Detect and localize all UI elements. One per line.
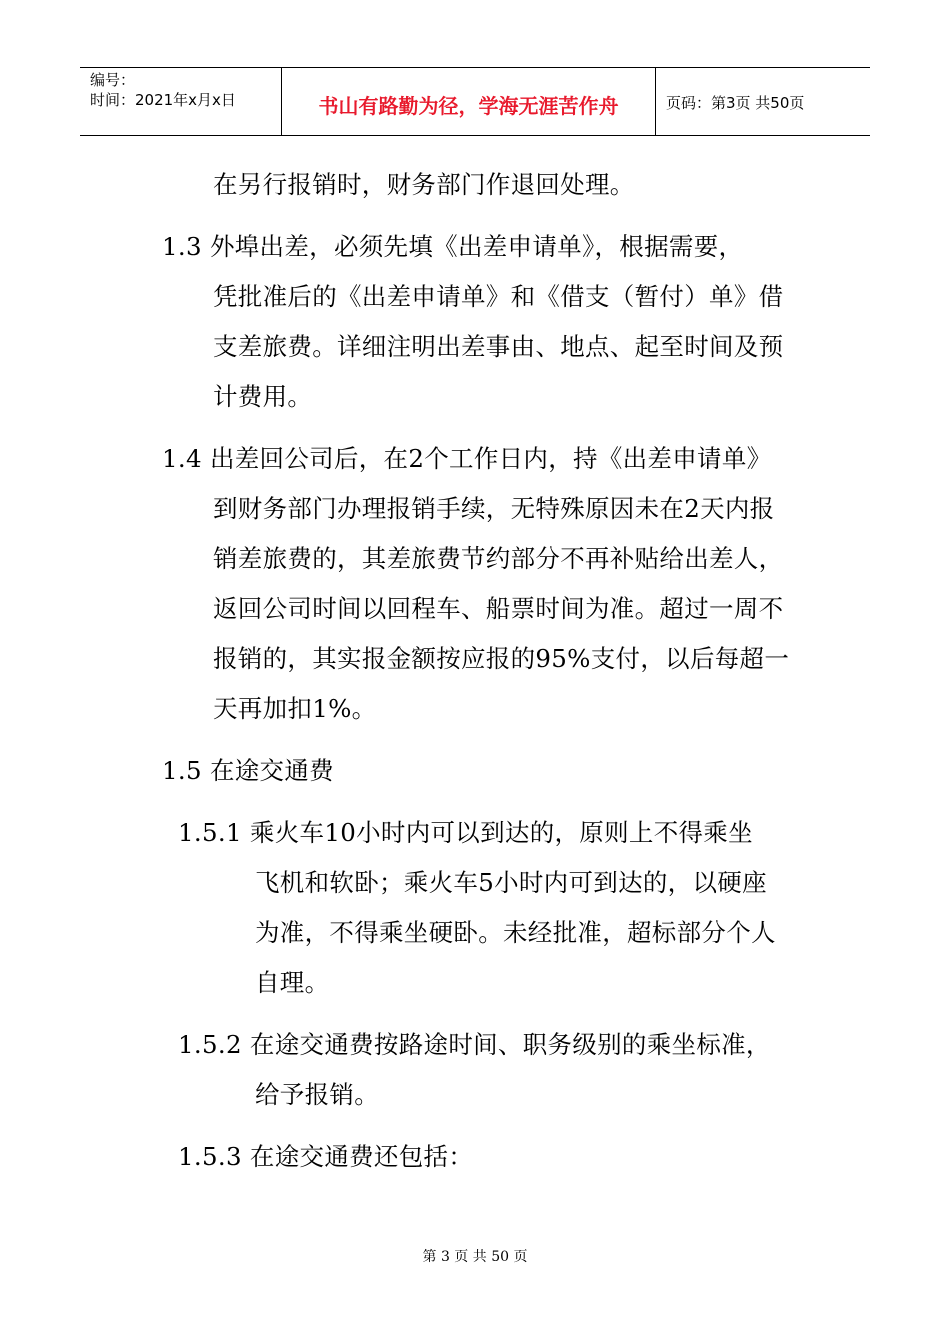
paragraph-line: 飞机和软卧；乘火车5小时内可到达的，以硬座 <box>255 868 767 897</box>
section-1-5-3-heading: 1.5.3 在途交通费还包括： <box>178 1142 474 1171</box>
section-1-4-heading-line: 1.4 出差回公司后，在2个工作日内，持《出差申请单》 <box>162 444 772 473</box>
paragraph-line: 报销的，其实报金额按应报的95%支付，以后每超一 <box>213 644 790 673</box>
section-1-5-2-heading-line: 1.5.2 在途交通费按路途时间、职务级别的乘坐标准， <box>178 1030 771 1059</box>
page-footer: 第 3 页 共 50 页 <box>422 1249 528 1265</box>
paragraph-line: 给予报销。 <box>255 1080 379 1109</box>
header-motto-cell <box>282 68 656 135</box>
header-page-info: 页码：第3页 共50页 <box>666 94 805 112</box>
paragraph-line: 返回公司时间以回程车、船票时间为准。超过一周不 <box>213 594 784 623</box>
paragraph-line: 到财务部门办理报销手续，无特殊原因未在2天内报 <box>213 494 775 523</box>
document-date-label: 时间：2021年x月x日 <box>90 91 236 109</box>
header-motto: 书山有路勤为径，学海无涯苦作舟 <box>318 94 619 118</box>
paragraph-line: 计费用。 <box>213 382 313 411</box>
document-header <box>80 67 870 136</box>
paragraph-line: 在另行报销时，财务部门作退回处理。 <box>213 170 635 199</box>
document-number-label: 编号： <box>90 71 136 89</box>
paragraph-line: 支差旅费。详细注明出差事由、地点、起至时间及预 <box>213 332 784 361</box>
section-1-5-heading: 1.5 在途交通费 <box>162 756 334 785</box>
header-page-cell <box>656 68 870 135</box>
paragraph-line: 销差旅费的，其差旅费节约部分不再补贴给出差人， <box>213 544 784 573</box>
section-1-5-1-heading-line: 1.5.1 乘火车10小时内可以到达的，原则上不得乘坐 <box>178 818 753 847</box>
paragraph-line: 天再加扣1%。 <box>213 694 377 723</box>
header-meta-cell <box>80 68 282 135</box>
paragraph-line: 为准，不得乘坐硬卧。未经批准，超标部分个人 <box>255 918 776 947</box>
paragraph-line: 凭批准后的《出差申请单》和《借支（暂付）单》借 <box>213 282 784 311</box>
section-1-3-heading-line: 1.3 外埠出差，必须先填《出差申请单》，根据需要， <box>162 232 744 261</box>
paragraph-line: 自理。 <box>255 968 330 997</box>
